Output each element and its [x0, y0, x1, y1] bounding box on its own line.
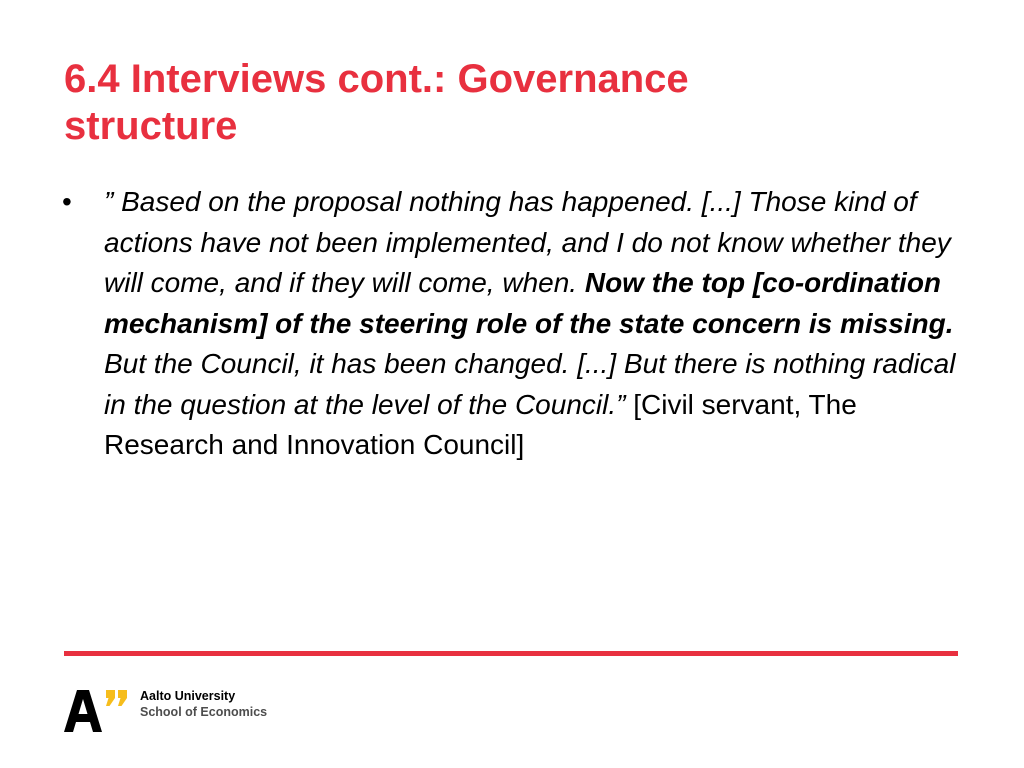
- quote-text-continued: But the Council, it has been changed. [...] But there is nothing radical in the question at the level of the Council.”: [104, 348, 956, 420]
- aalto-a-logo-icon: [64, 688, 130, 734]
- logo-university-name: Aalto University: [140, 689, 236, 703]
- bullet-marker: •: [62, 186, 72, 217]
- bullet-list: [62, 182, 962, 466]
- footer-divider: [64, 651, 958, 656]
- quote-attribution: [Civil servant, The Research and Innovation Council]: [104, 388, 857, 460]
- slide-title-line-1: 6.4 Interviews cont.: Governance: [64, 57, 689, 101]
- slide-title-line-2: structure: [64, 104, 238, 148]
- logo-school-name: School of Economics: [140, 704, 268, 719]
- logo-text: [140, 689, 267, 720]
- quote-emphasis: Now the top [co-ordination mechanism] of the steering role of the state concern is missing.: [104, 267, 954, 339]
- list-item: [62, 182, 962, 466]
- slide-title: [64, 56, 964, 150]
- aalto-logo: [64, 688, 267, 734]
- quote-text: ” Based on the proposal nothing has happened. [...] Those kind of actions have not been implemented, and I do not know whether they will come, and if they will come, when.: [104, 186, 951, 298]
